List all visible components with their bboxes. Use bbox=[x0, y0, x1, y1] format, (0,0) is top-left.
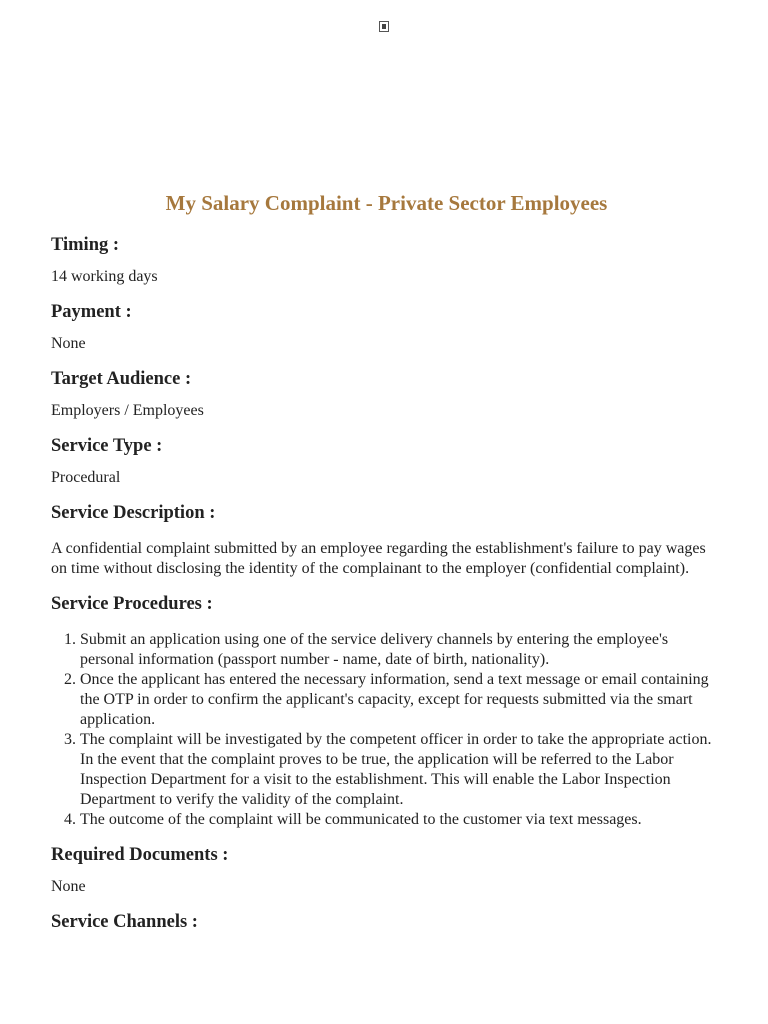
target-audience-value: Employers / Employees bbox=[51, 402, 204, 419]
procedure-item: 1. Submit an application using one of the service delivery channels by entering the employee's personal information (passport number - name, date of birth, nationality). bbox=[80, 630, 721, 670]
service-type-value: Procedural bbox=[51, 469, 121, 486]
payment-heading: Payment : bbox=[51, 302, 132, 322]
service-description-heading: Service Description : bbox=[51, 503, 216, 523]
service-description-text: A confidential complaint submitted by an employee regarding the establishment's failure to pay wages on time without disclosing the identity of the complainant to the employer (confidential complaint). bbox=[51, 540, 706, 577]
procedure-item: 4. The outcome of the complaint will be communicated to the customer via text messages. bbox=[80, 810, 721, 830]
broken-image-icon bbox=[379, 21, 389, 32]
payment-value: None bbox=[51, 335, 86, 352]
document-title: My Salary Complaint - Private Sector Employees bbox=[165, 191, 608, 215]
procedure-item: 3. The complaint will be investigated by the competent officer in order to take the appropriate action. In the event that the complaint proves to be true, the application will be referred to the Labor Inspection Department for a visit to the establishment. This will enable the Labor Inspection Department to verify the validity of the complaint. bbox=[80, 730, 721, 810]
required-documents-heading: Required Documents : bbox=[51, 845, 229, 865]
procedures-list bbox=[51, 630, 721, 830]
document-body bbox=[51, 188, 721, 935]
required-documents-value: None bbox=[51, 878, 86, 895]
timing-value: 14 working days bbox=[51, 268, 158, 285]
timing-heading: Timing : bbox=[51, 235, 120, 255]
target-audience-heading: Target Audience : bbox=[51, 369, 192, 389]
procedure-item: 2. Once the applicant has entered the necessary information, send a text message or email containing the OTP in order to confirm the applicant's capacity, except for requests submitted via the smart application. bbox=[80, 670, 721, 730]
service-type-heading: Service Type : bbox=[51, 436, 163, 456]
service-channels-heading: Service Channels : bbox=[51, 912, 198, 932]
service-procedures-heading: Service Procedures : bbox=[51, 594, 213, 614]
